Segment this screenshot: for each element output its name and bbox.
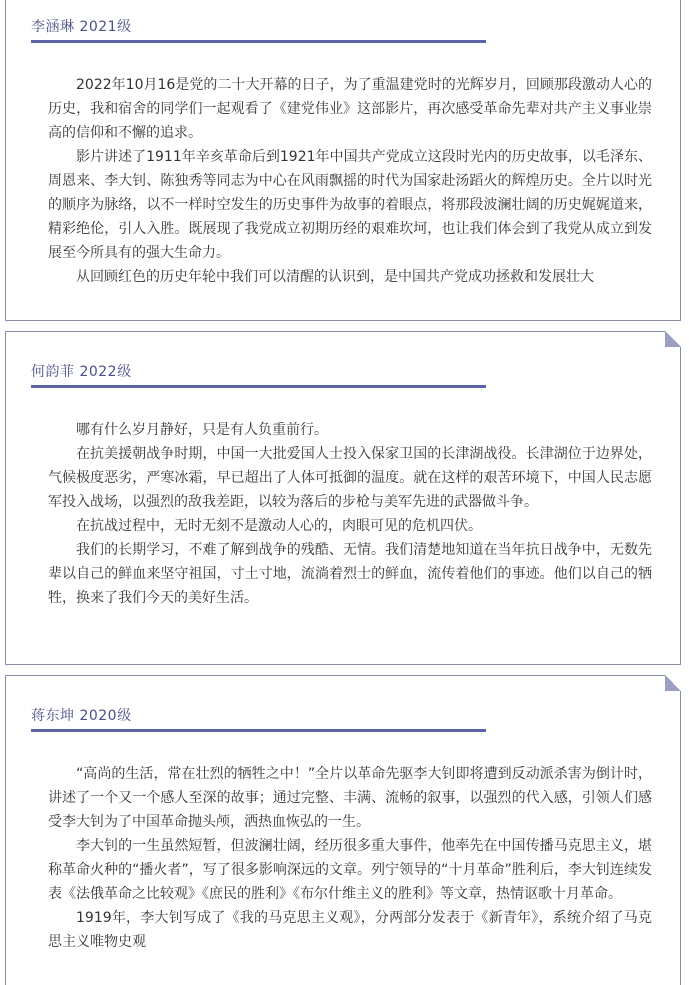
card-text — [48, 73, 652, 285]
paragraph: 哪有什么岁月静好，只是有人负重前行。 — [76, 422, 328, 438]
title-underline — [31, 385, 486, 388]
paragraph: 从回顾红色的历史年轮中我们可以清醒的认识到，是中国共产党成功拯救和发展壮大 — [76, 269, 594, 285]
reflection-card-2 — [5, 331, 681, 665]
folded-corner-icon — [665, 675, 681, 691]
title-underline — [31, 40, 486, 43]
title-underline — [31, 729, 486, 732]
paragraph: 在抗美援朝战争时期，中国一大批爱国人士投入保家卫国的长津湖战役。长津湖位于边界处，气候极度恶劣，严寒冰霜，早已超出了人体可抵御的温度。就在这样的艰苦环境下，中国人民志愿军投入战场，以强烈的敌我差距，以较为落后的步枪与美军先进的武器做斗争。 — [48, 446, 652, 510]
card-author: 何韵菲 2022级 — [31, 364, 132, 380]
paragraph: 我们的长期学习，不难了解到战争的残酷、无情。我们清楚地知道在当年抗日战争中，无数先辈以自己的鲜血来坚守祖国，寸土寸地，流淌着烈士的鲜血，流传着他们的事迹。他们以自己的牺牲，换来了我们今天的美好生活。 — [48, 542, 652, 606]
paragraph: 李大钊的一生虽然短暂，但波澜壮阔，经历很多重大事件，他率先在中国传播马克思主义，堪称革命火种的“播火者”，写了很多影响深远的文章。列宁领导的“十月革命”胜利后，李大钊连续发表《法俄革命之比较观》《庶民的胜利》《布尔什维主义的胜利》等文章，热情讴歌十月革命。 — [48, 838, 652, 902]
card-text — [48, 418, 652, 622]
reflection-card-1 — [5, 0, 681, 321]
card-author: 李涵琳 2021级 — [31, 19, 132, 35]
card-text — [48, 762, 652, 967]
folded-corner-icon — [665, 331, 681, 347]
card-author: 蒋东坤 2020级 — [31, 708, 132, 724]
paragraph: 在抗战过程中，无时无刻不是激动人心的，肉眼可见的危机四伏。 — [76, 518, 482, 534]
reflection-card-3 — [5, 675, 681, 985]
paragraph: “高尚的生活，常在壮烈的牺牲之中！”全片以革命先驱李大钊即将遭到反动派杀害为倒计时，讲述了一个又一个感人至深的故事；通过完整、丰满、流畅的叙事，以强烈的代入感，引领人们感受李大钊为了中国革命抛头颅，洒热血恢弘的一生。 — [48, 766, 652, 830]
paragraph: 影片讲述了1911年辛亥革命后到1921年中国共产党成立这段时光内的历史故事，以毛泽东、周恩来、李大钊、陈独秀等同志为中心在风雨飘摇的时代为国家赴汤蹈火的辉煌历史。全片以时光的顺序为脉络，以不一样时空发生的历史事件为故事的着眼点，将那段波澜壮阔的历史娓娓道来，精彩绝伦，引人入胜。既展现了我党成立初期历经的艰难坎坷，也让我们体会到了我党从成立到发展至今所具有的强大生命力。 — [48, 149, 652, 261]
paragraph: 2022年10月16是党的二十大开幕的日子，为了重温建党时的光辉岁月，回顾那段激动人心的历史，我和宿舍的同学们一起观看了《建党伟业》这部影片，再次感受革命先辈对共产主义事业崇高的信仰和不懈的追求。 — [48, 77, 652, 141]
paragraph: 1919年，李大钊写成了《我的马克思主义观》，分两部分发表于《新青年》，系统介绍了马克思主义唯物史观 — [48, 910, 652, 950]
